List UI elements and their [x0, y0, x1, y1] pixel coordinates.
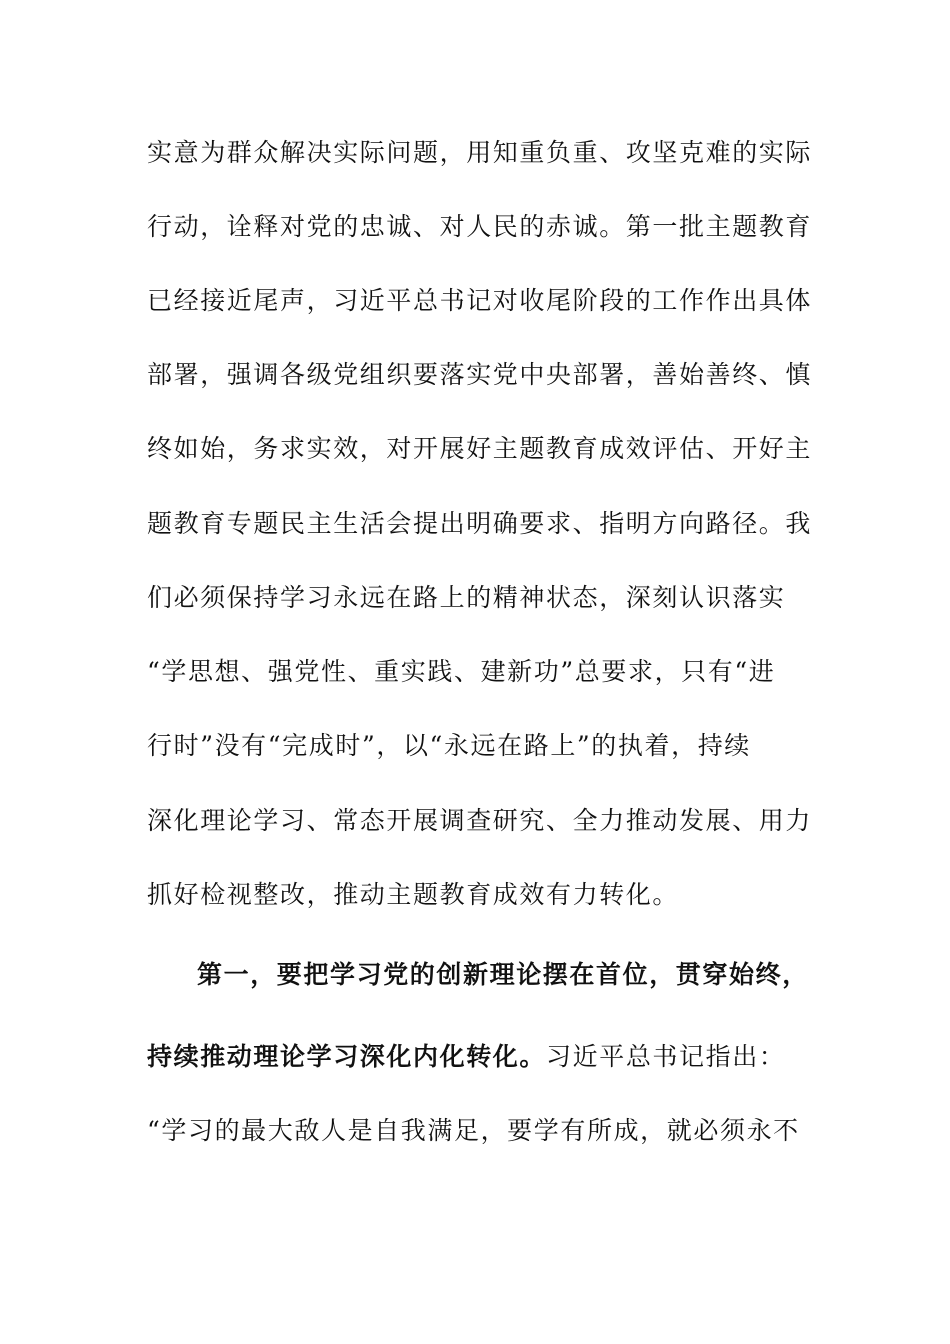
- paragraph-line: 题教育专题民主生活会提出明确要求、指明方向路径。我: [147, 509, 813, 538]
- paragraph-line: 部署，强调各级党组织要落实党中央部署，善始善终、慎: [147, 360, 813, 389]
- paragraph-line: 们必须保持学习永远在路上的精神状态，深刻认识落实: [147, 583, 786, 612]
- paragraph-line: “学思想、强党性、重实践、建新功”总要求，只有“进: [147, 657, 776, 686]
- paragraph-line: 深化理论学习、常态开展调查研究、全力推动发展、用力: [147, 806, 813, 835]
- paragraph-line: 抓好检视整改，推动主题教育成效有力转化。: [147, 880, 680, 909]
- paragraph-text: 习近平总书记指出：: [546, 1042, 786, 1071]
- paragraph-line: 已经接近尾声，习近平总书记对收尾阶段的工作作出具体: [147, 286, 813, 315]
- paragraph-line: 终如始，务求实效，对开展好主题教育成效评估、开好主: [147, 434, 813, 463]
- section-heading-tail: 持续推动理论学习深化内化转化。: [147, 1042, 547, 1071]
- paragraph-line: 行时”没有“完成时”，以“永远在路上”的执着，持续: [147, 731, 751, 760]
- paragraph-line: 行动，诠释对党的忠诚、对人民的赤诚。第一批主题教育: [147, 212, 813, 241]
- heading-continuation-line: [147, 1040, 787, 1074]
- paragraph-line: “学习的最大敌人是自我满足，要学有所成，就必须永不: [147, 1116, 800, 1145]
- section-heading: 第一，要把学习党的创新理论摆在首位，贯穿始终，: [197, 960, 809, 989]
- paragraph-line: 实意为群众解决实际问题，用知重负重、攻坚克难的实际: [147, 138, 813, 167]
